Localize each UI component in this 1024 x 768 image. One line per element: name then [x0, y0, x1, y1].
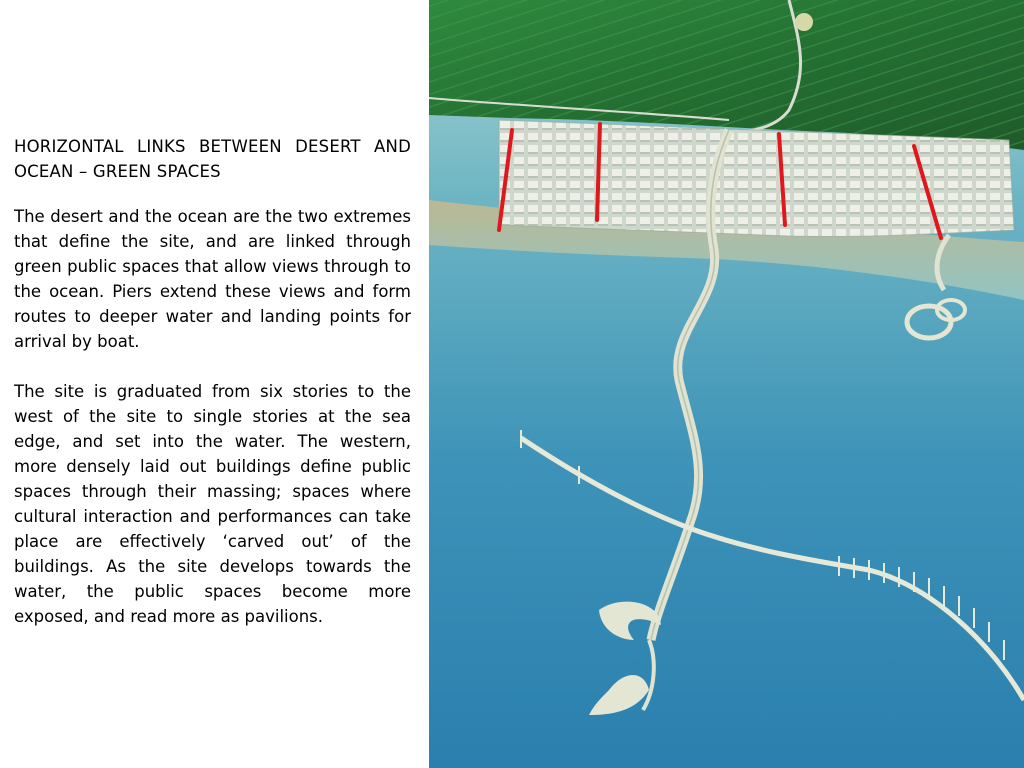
site-model-illustration: [429, 0, 1024, 768]
paragraph-site-graduation: The site is graduated from six stories to the west of the site to single stories at the sea edge, and set into the water. The western, more densely laid out buildings define public spaces through their massing; spaces where cultural interaction and performances can take place are effectively ‘carved out’ of the buildings. As the site develops towards the water, the public spaces become more exposed, and read more as pavilions.: [14, 382, 411, 626]
summit-structure: [795, 13, 813, 31]
paragraph-desert-ocean: The desert and the ocean are the two extremes that define the site, and are linked through green public spaces that allow views through to the ocean. Piers extend these views and form routes to deeper water and landing points for arrival by boat.: [14, 207, 411, 351]
site-model-photo: [429, 0, 1024, 768]
text-panel: [14, 134, 411, 654]
slide-heading: HORIZONTAL LINKS BETWEEN DESERT AND OCEAN – GREEN SPACES: [14, 137, 411, 181]
